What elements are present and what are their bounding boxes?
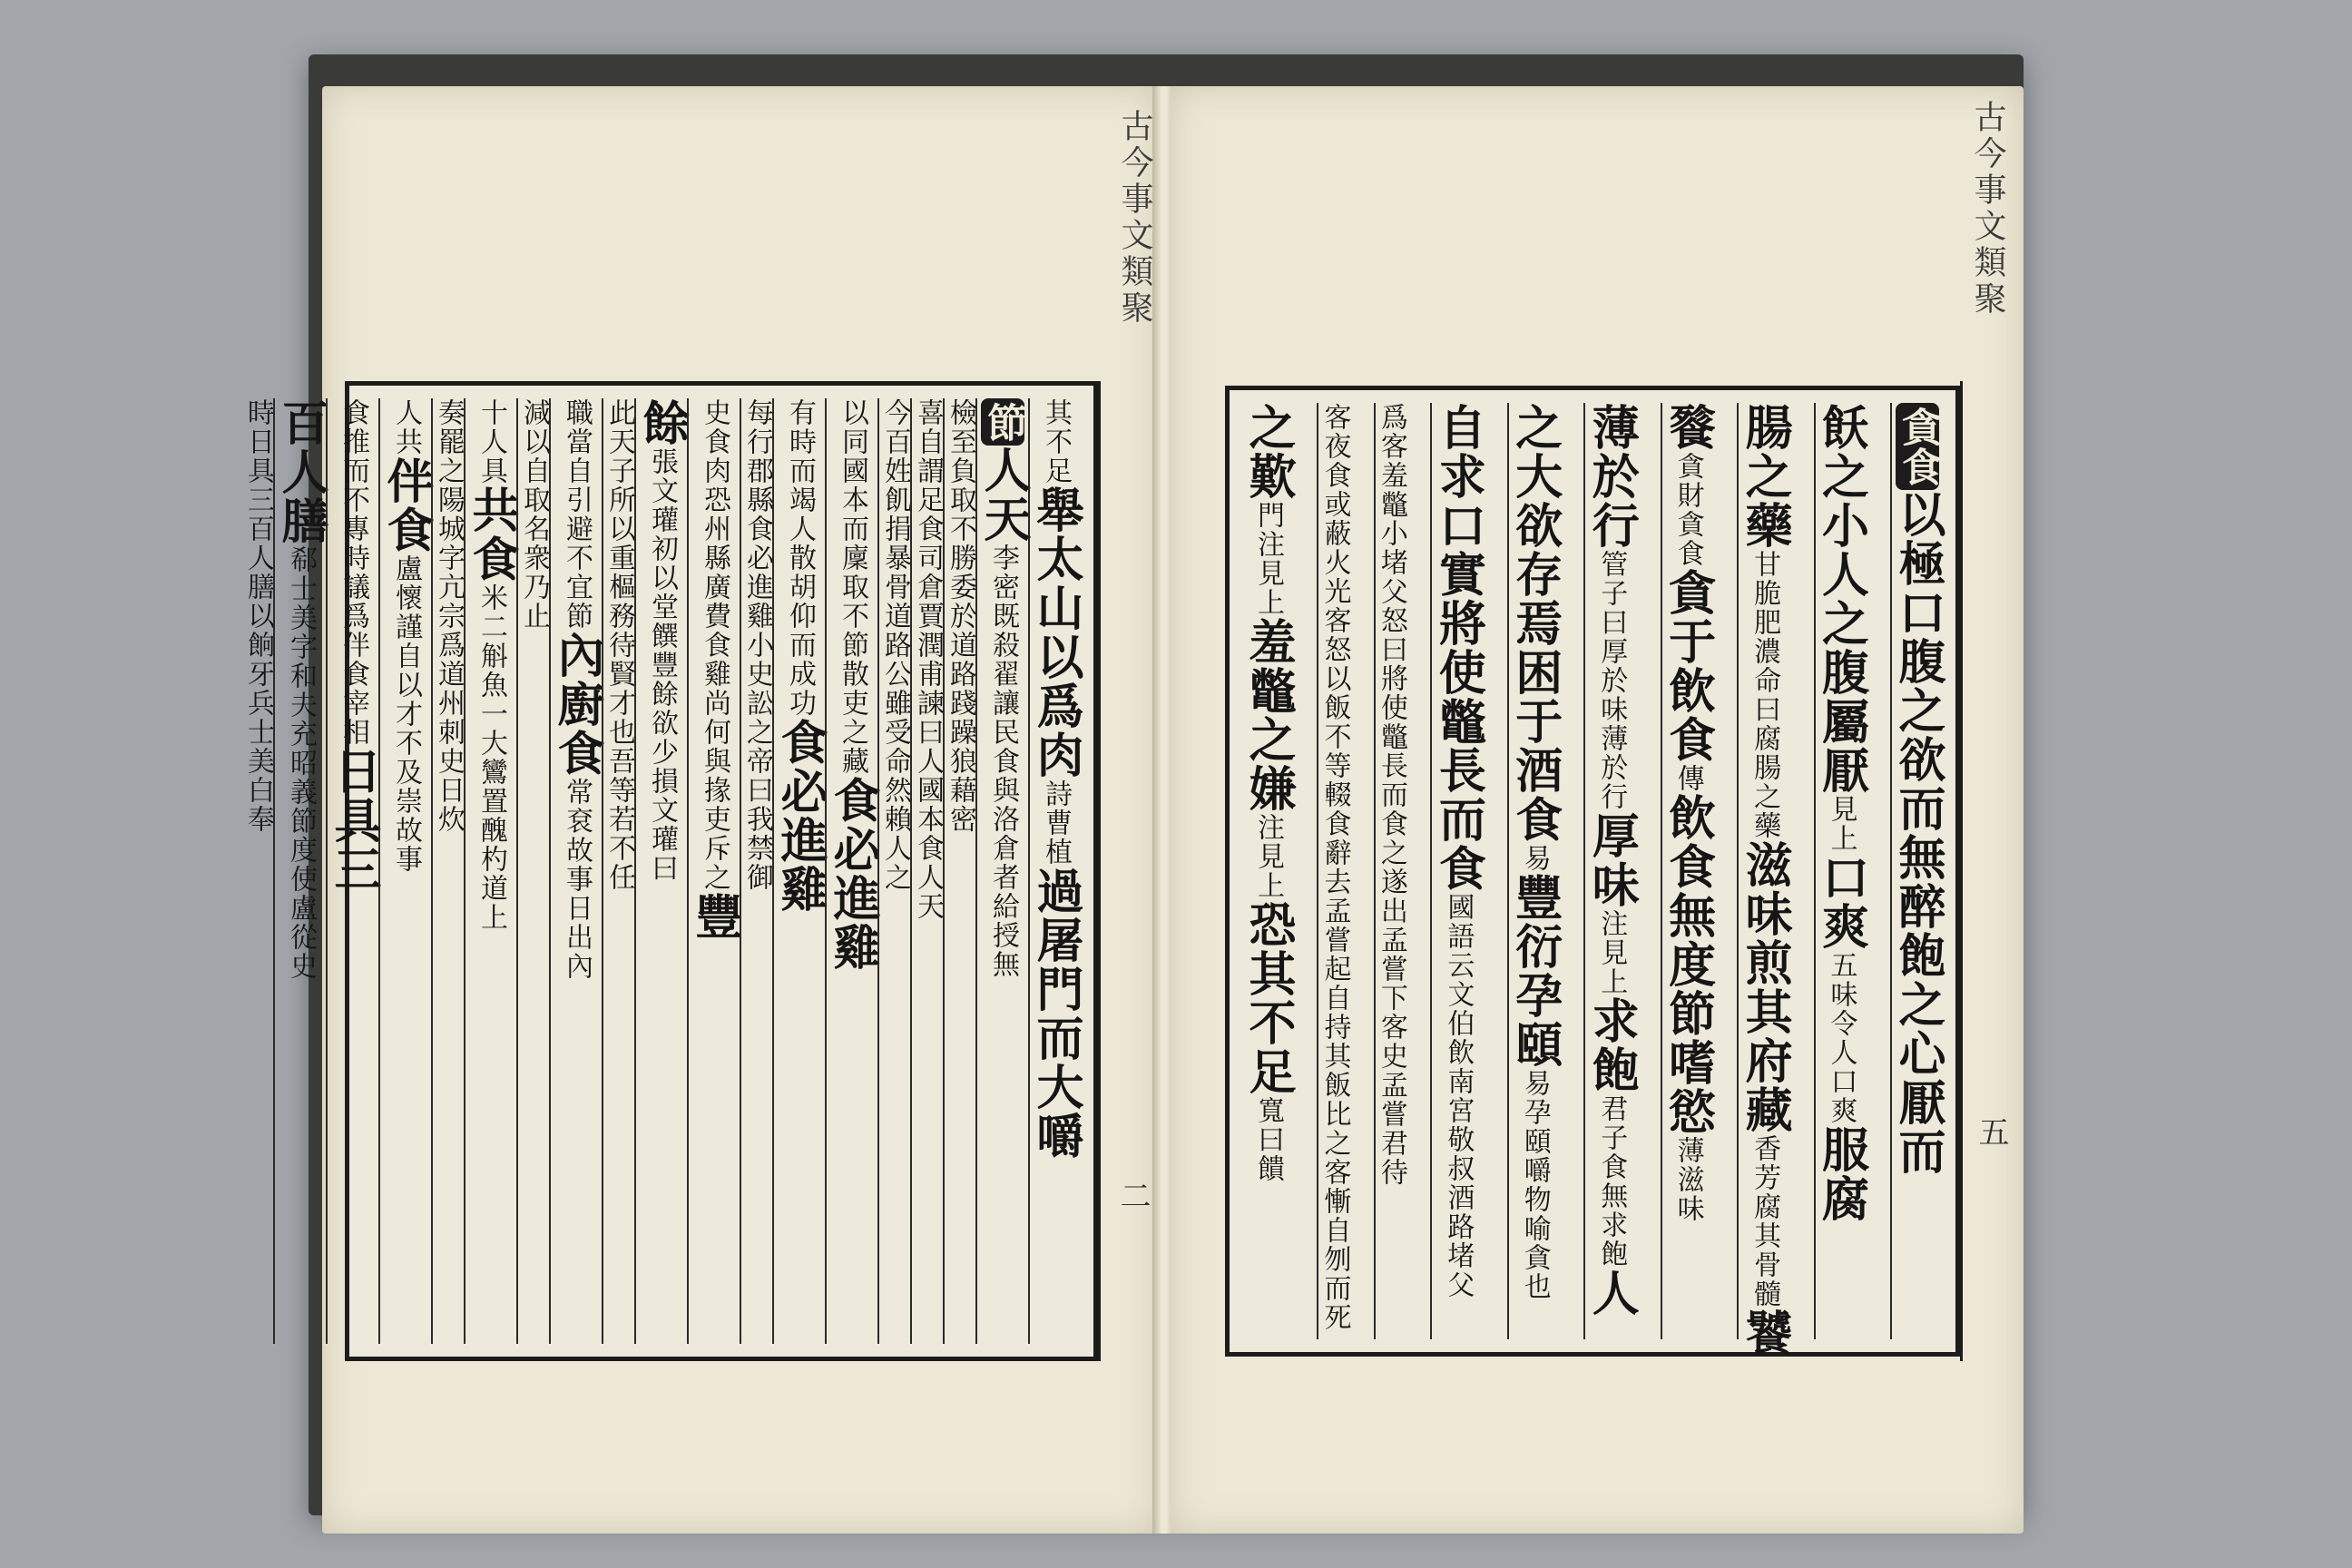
main-text: 羞鼈之嫌 (1240, 617, 1296, 813)
annotation-text: 以同國本而廩取不節散吏之藏 (837, 398, 868, 776)
main-text: 豐 (687, 892, 742, 941)
main-text: 孕頤 (1506, 971, 1563, 1069)
main-text: 節嗜慾 (1660, 989, 1716, 1136)
right-column (1506, 403, 1563, 1339)
annotation-text: 客夜食或蔽火光客怒以飯不等輟食辭去孟嘗起自持其飯比之客慚自刎而死 (1318, 403, 1351, 1332)
annotation-text: 時日具三百人膳以餉牙兵士美白奉 (242, 398, 274, 834)
main-text: 之大欲存焉困于酒食 (1506, 403, 1563, 844)
left-column (549, 398, 602, 1344)
annotation-text: 爲客羞鼈小堵父怒曰將使鼈長而食之遂出孟嘗下客史孟嘗君待 (1375, 403, 1407, 1187)
left-margin-strip (1098, 381, 1130, 1361)
right-column (1814, 403, 1867, 1339)
left-column (464, 398, 519, 1344)
main-text: 將使鼈長而食 (1430, 599, 1486, 893)
right-margin-strip (1960, 381, 1992, 1361)
main-text: 飫之 (1813, 403, 1869, 501)
right-column (1317, 403, 1349, 1339)
annotation-text: 易孕頤嚼物喻貪也 (1518, 1069, 1551, 1301)
annotation-text: 郗士美字和夫充昭義節度使盧從史 (285, 545, 317, 981)
annotation-text: 檢至負取不勝委於道路踐躁狼藉密 (945, 398, 976, 834)
annotation-text: 史食肉恐州縣廣費食雞尚何與掾吏斥之 (699, 398, 730, 892)
right-column (1890, 403, 1943, 1339)
left-column (516, 398, 549, 1344)
left-column (740, 398, 772, 1344)
left-column (273, 398, 326, 1344)
main-text: 自求口實 (1430, 403, 1486, 599)
left-column (378, 398, 434, 1344)
annotation-text: 國語云文伯飲南宮敬叔酒路堵父 (1442, 893, 1475, 1299)
annotation-text: 傳 (1671, 764, 1704, 793)
annotation-text: 減以自取名衆乃止 (518, 398, 550, 631)
right-column (1374, 403, 1406, 1339)
left-column (242, 398, 273, 1344)
annotation-text: 管子曰厚於味薄於行 (1595, 550, 1628, 811)
left-text-block (242, 381, 1098, 1361)
main-text: 人 (1583, 1269, 1640, 1318)
main-text: 服腐 (1813, 1125, 1869, 1223)
main-text: 伴食 (378, 456, 434, 554)
main-text: 之歎 (1240, 403, 1296, 501)
main-text: 餮 (1660, 403, 1716, 452)
annotation-text: 米二斛魚一大鸞置醜杓道上 (475, 583, 507, 932)
annotation-text: 李密既殺翟讓民食與洛倉者給授無 (987, 544, 1019, 979)
left-column (602, 398, 634, 1344)
annotation-text: 門注見上 (1252, 501, 1284, 617)
main-text: 腸之藥 (1737, 403, 1793, 550)
main-text: 人天 (975, 446, 1031, 544)
annotation-text: 注見上 (1595, 909, 1628, 996)
main-text: 日具三 (326, 747, 381, 894)
annotation-text: 其不足 (1040, 398, 1072, 485)
annotation-text: 詩曹植 (1040, 779, 1072, 867)
main-text: 共食 (464, 485, 519, 583)
left-column (825, 398, 880, 1344)
left-column (910, 398, 943, 1344)
annotation-text: 甘脆肥濃命曰腐腸之藥 (1749, 550, 1781, 840)
main-text: 薄於行 (1583, 403, 1640, 550)
main-text: 食必進雞 (825, 776, 880, 972)
annotation-text: 注見上 (1252, 813, 1284, 900)
main-text: 厚味 (1583, 811, 1640, 909)
annotation-text: 有時而竭人散胡仰而成功 (784, 398, 816, 718)
left-column (975, 398, 1031, 1344)
annotation-text: 盧懷謹自以才不及崇故事 (390, 554, 422, 874)
annotation-text: 見上 (1825, 795, 1857, 853)
section-heading-mark: 貪食 (1896, 403, 1939, 490)
left-columns (242, 398, 1083, 1344)
left-page-number: 二 (1114, 1180, 1151, 1210)
main-text: 飲食無度 (1660, 793, 1716, 989)
main-text: 饕 (1737, 1308, 1793, 1357)
main-text: 餘 (634, 398, 690, 447)
right-page-number: 五 (1973, 1116, 2009, 1147)
right-column (1430, 403, 1486, 1339)
left-column (326, 398, 381, 1344)
main-text: 小人之腹屬厭 (1813, 501, 1869, 795)
left-column (687, 398, 740, 1344)
right-columns (1240, 403, 1945, 1357)
main-text: 內廚食 (549, 631, 604, 778)
annotation-text: 張文瓘初以堂饌豐餘欲少損文瓘曰 (646, 447, 678, 883)
main-text: 口爽 (1813, 853, 1869, 951)
annotation-text: 薄滋味 (1671, 1136, 1704, 1223)
left-column (943, 398, 975, 1344)
right-edge-title: 古今事文類聚 (1969, 100, 2006, 318)
left-column (772, 398, 828, 1344)
main-text: 恐其不足 (1240, 900, 1296, 1096)
right-column (1240, 403, 1296, 1339)
annotation-text: 君子食無求飽 (1595, 1094, 1628, 1269)
right-column (1583, 403, 1640, 1339)
annotation-text: 食推而不專時議爲伴食宰相 (338, 398, 369, 747)
annotation-text: 十人具 (475, 398, 507, 485)
annotation-text: 奏罷之陽城字亢宗爲道州刺史日炊 (433, 398, 465, 834)
right-column (1660, 403, 1716, 1339)
annotation-text: 香芳腐其骨髓 (1749, 1134, 1781, 1308)
annotation-text: 人共 (390, 398, 422, 456)
annotation-text: 五味令人口爽 (1825, 951, 1857, 1125)
main-text: 厭而 (1889, 1078, 1945, 1176)
main-text: 食必進雞 (772, 718, 828, 914)
left-edge-title: 古今事文類聚 (1116, 109, 1153, 327)
main-text: 貪于飲食 (1660, 568, 1716, 764)
annotation-text: 易 (1518, 844, 1551, 873)
main-text: 以極口腹之欲而無醉飽之心 (1889, 490, 1945, 1078)
left-column (1028, 398, 1081, 1344)
annotation-text: 寬曰饋 (1252, 1096, 1284, 1183)
left-column (877, 398, 910, 1344)
main-text: 滋味煎其府藏 (1737, 840, 1793, 1134)
main-text: 百人膳 (273, 398, 328, 545)
main-text: 豐衍 (1506, 873, 1563, 971)
left-column (431, 398, 464, 1344)
annotation-text: 喜自謂足食司倉賈潤甫諫曰人國本食人天 (912, 398, 944, 921)
right-text-block (1225, 386, 1960, 1357)
annotation-text: 此天子所以重樞務待賢才也吾等若不任 (603, 398, 635, 892)
annotation-text: 職當自引避不宜節 (561, 398, 593, 631)
main-text: 求飽 (1583, 996, 1640, 1094)
main-text: 舉太山以爲肉 (1028, 485, 1083, 779)
annotation-text: 每行郡縣食必進雞小史訟之帝曰我禁御 (741, 398, 773, 892)
annotation-text: 今百姓飢捐暴骨道路公雖受命然賴人之 (879, 398, 911, 892)
section-heading-mark: 節 (981, 398, 1024, 446)
annotation-text: 常袞故事日出內 (561, 778, 593, 981)
main-text: 過屠門而大嚼 (1028, 867, 1083, 1161)
right-column (1737, 403, 1793, 1357)
left-column (634, 398, 690, 1344)
annotation-text: 貪財貪食 (1671, 452, 1704, 568)
